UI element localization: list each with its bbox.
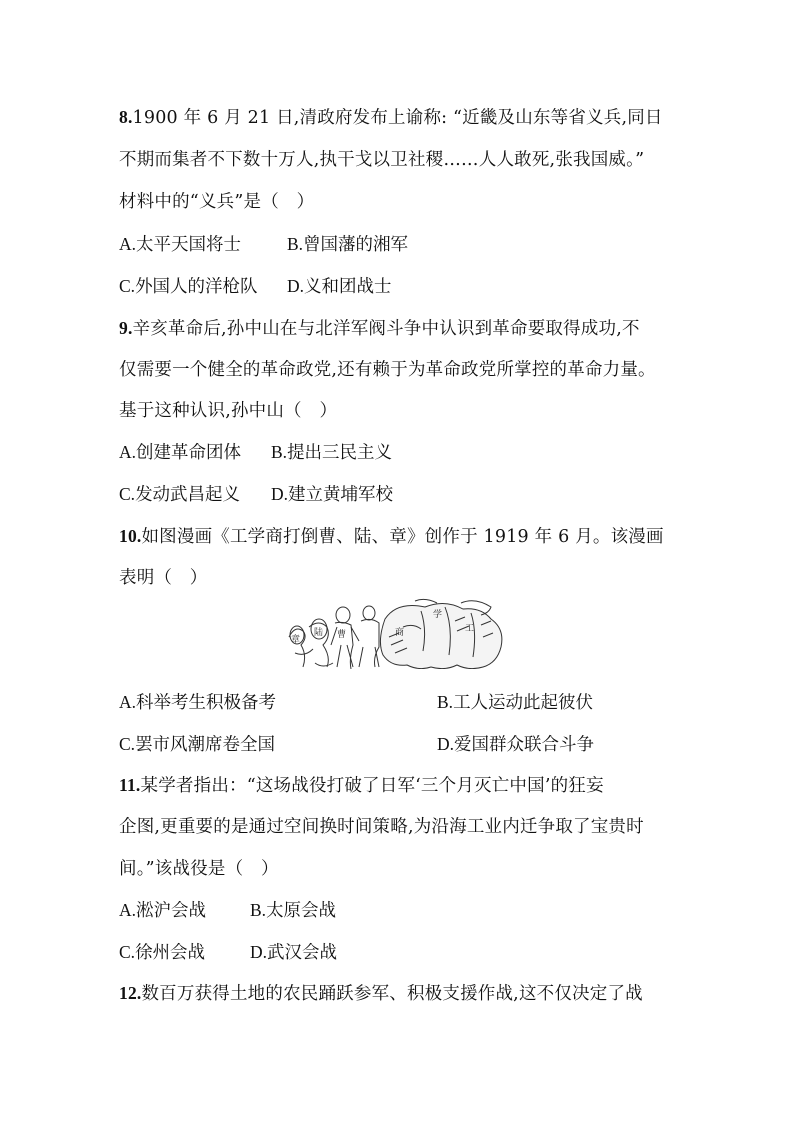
question-8-line-2: 不期而集者不下数十万人,执干戈以卫社稷……人人敢死,张我国威。” — [119, 150, 645, 170]
cartoon-label-shang: 商 — [395, 628, 405, 638]
question-11-option-c[interactable]: C.徐州会战 — [119, 942, 206, 963]
question-10-number: 10. — [119, 526, 142, 546]
question-11-line-1: 11.某学者指出：“这场战役打破了日军‘三个月灭亡中国’的狂妄 — [119, 775, 604, 796]
cartoon-label-cao: 曹 — [337, 630, 347, 640]
question-8-option-d[interactable]: D.义和团战士 — [287, 276, 392, 297]
question-9-option-c[interactable]: C.发动武昌起义 — [119, 484, 241, 505]
question-8-line-3: 材料中的“义兵”是（ ） — [119, 192, 315, 212]
question-8-option-b[interactable]: B.曾国藩的湘军 — [287, 234, 409, 255]
question-10-option-c[interactable]: C.罢市风潮席卷全国 — [119, 734, 276, 755]
question-11-option-a[interactable]: A.淞沪会战 — [119, 900, 207, 921]
question-8-number: 8. — [119, 107, 133, 127]
question-10-option-d[interactable]: D.爱国群众联合斗争 — [437, 734, 595, 755]
cartoon-label-gong: 工 — [465, 624, 475, 634]
question-9-option-a[interactable]: A.创建革命团体 — [119, 442, 242, 463]
question-10-line-2: 表明（ ） — [119, 568, 208, 588]
question-9-line-3: 基于这种认识,孙中山（ ） — [119, 401, 338, 421]
question-9-line-2: 仅需要一个健全的革命政党,还有赖于为革命政党所掌控的革命力量。 — [119, 360, 656, 380]
question-11-number: 11. — [119, 775, 141, 795]
question-12-number: 12. — [119, 983, 142, 1003]
cartoon-label-xue: 学 — [433, 610, 443, 620]
question-8-line-1: 8.1900 年 6 月 21 日,清政府发布上谕称: “近畿及山东等省义兵,同日 — [119, 107, 663, 128]
question-10-option-a[interactable]: A.科举考生积极备考 — [119, 692, 277, 713]
question-12-line-1: 12.数百万获得土地的农民踊跃参军、积极支援作战,这不仅决定了战 — [119, 983, 643, 1004]
question-11-line-2: 企图,更重要的是通过空间换时间策略,为沿海工业内迁争取了宝贵时 — [119, 817, 644, 837]
question-11-line-3: 间。”该战役是（ ） — [119, 859, 279, 879]
question-9-number: 9. — [119, 318, 133, 338]
question-10-line-1: 10.如图漫画《工学商打倒曹、陆、章》创作于 1919 年 6 月。该漫画 — [119, 526, 664, 547]
question-9-line-1: 9.辛亥革命后,孙中山在与北洋军阀斗争中认识到革命要取得成功,不 — [119, 318, 640, 339]
cartoon-illustration — [285, 597, 510, 669]
cartoon-label-lu: 陆 — [314, 628, 324, 638]
question-8-option-a[interactable]: A.太平天国将士 — [119, 234, 242, 255]
cartoon-label-zhang: 章 — [291, 635, 301, 645]
question-11-option-d[interactable]: D.武汉会战 — [250, 942, 338, 963]
question-9-option-b[interactable]: B.提出三民主义 — [271, 442, 393, 463]
question-10-option-b[interactable]: B.工人运动此起彼伏 — [437, 692, 594, 713]
question-11-option-b[interactable]: B.太原会战 — [250, 900, 337, 921]
question-8-option-c[interactable]: C.外国人的洋枪队 — [119, 276, 258, 297]
question-9-option-d[interactable]: D.建立黄埔军校 — [271, 484, 394, 505]
